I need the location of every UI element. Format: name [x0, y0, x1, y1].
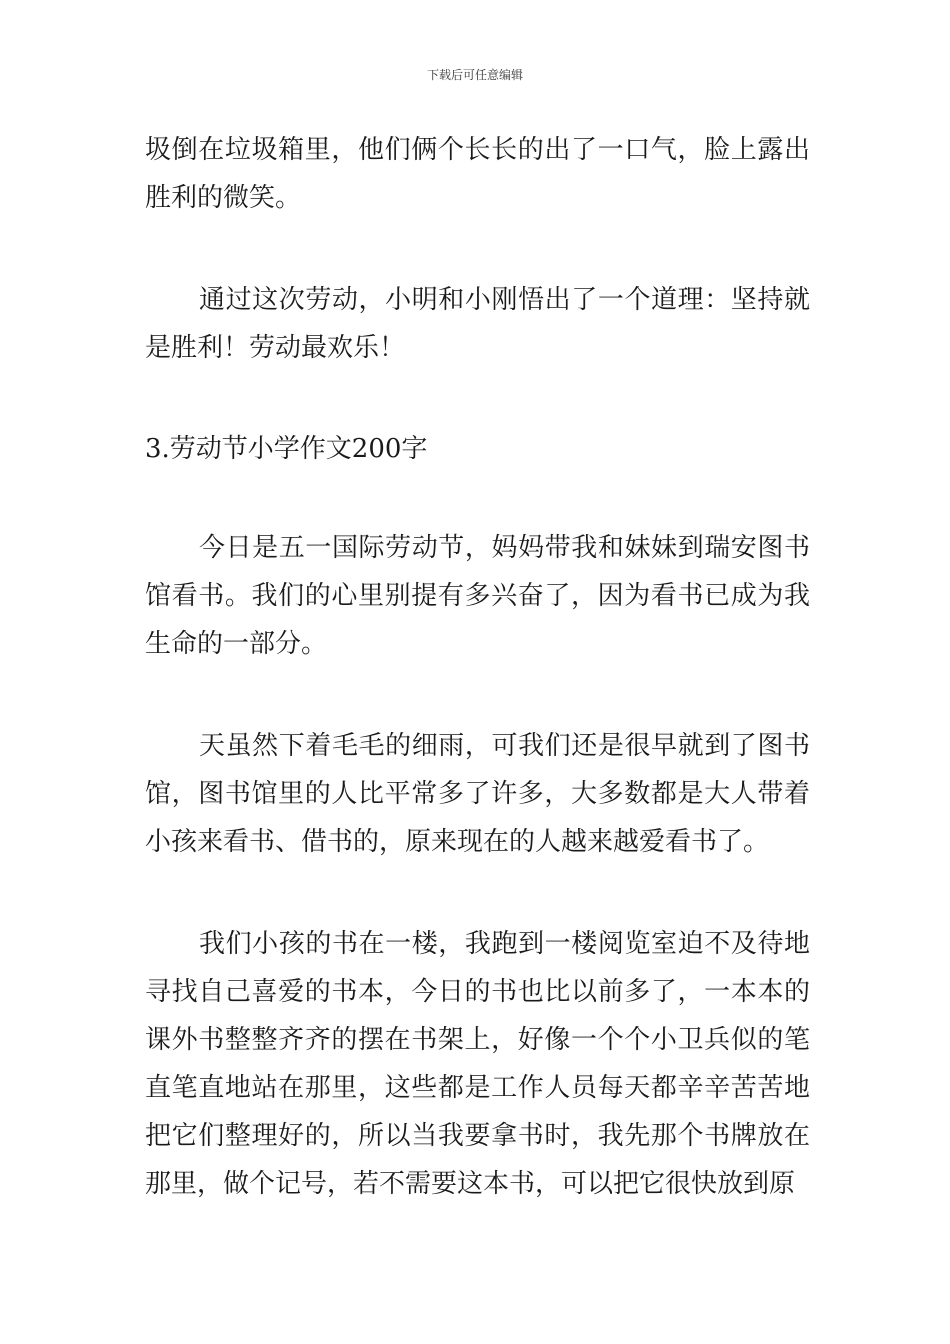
paragraph-continuation: 圾倒在垃圾箱里，他们俩个长长的出了一口气，脸上露出胜利的微笑。 [145, 135, 810, 213]
paragraph-library: 天虽然下着毛毛的细雨，可我们还是很早就到了图书馆，图书馆里的人比平常多了许多，大多数都是大人带着小孩来看书、借书的，原来现在的人越来越爱看书了。 [145, 731, 810, 857]
paragraph-bookshelf: 我们小孩的书在一楼，我跑到一楼阅览室迫不及待地寻找自己喜爱的书本，今日的书也比以前多了，一本本的课外书整整齐齐的摆在书架上，好像一个个小卫兵似的笔直笔直地站在那里，这些都是工作人员每天都辛辛苦苦地把它们整理好的，所以当我要拿书时，我先那个书牌放在那里，做个记号，若不需要这本书，可以把它很快放到原 [145, 929, 810, 1199]
section-heading: 3.劳动节小学作文200字 [145, 434, 428, 464]
page-header: 下载后可任意编辑 [426, 68, 523, 82]
paragraph-conclusion: 通过这次劳动，小明和小刚悟出了一个道理：坚持就是胜利！劳动最欢乐！ [145, 285, 810, 363]
paragraph-intro: 今日是五一国际劳动节，妈妈带我和妹妹到瑞安图书馆看书。我们的心里别提有多兴奋了，因为看书已成为我生命的一部分。 [145, 533, 810, 659]
